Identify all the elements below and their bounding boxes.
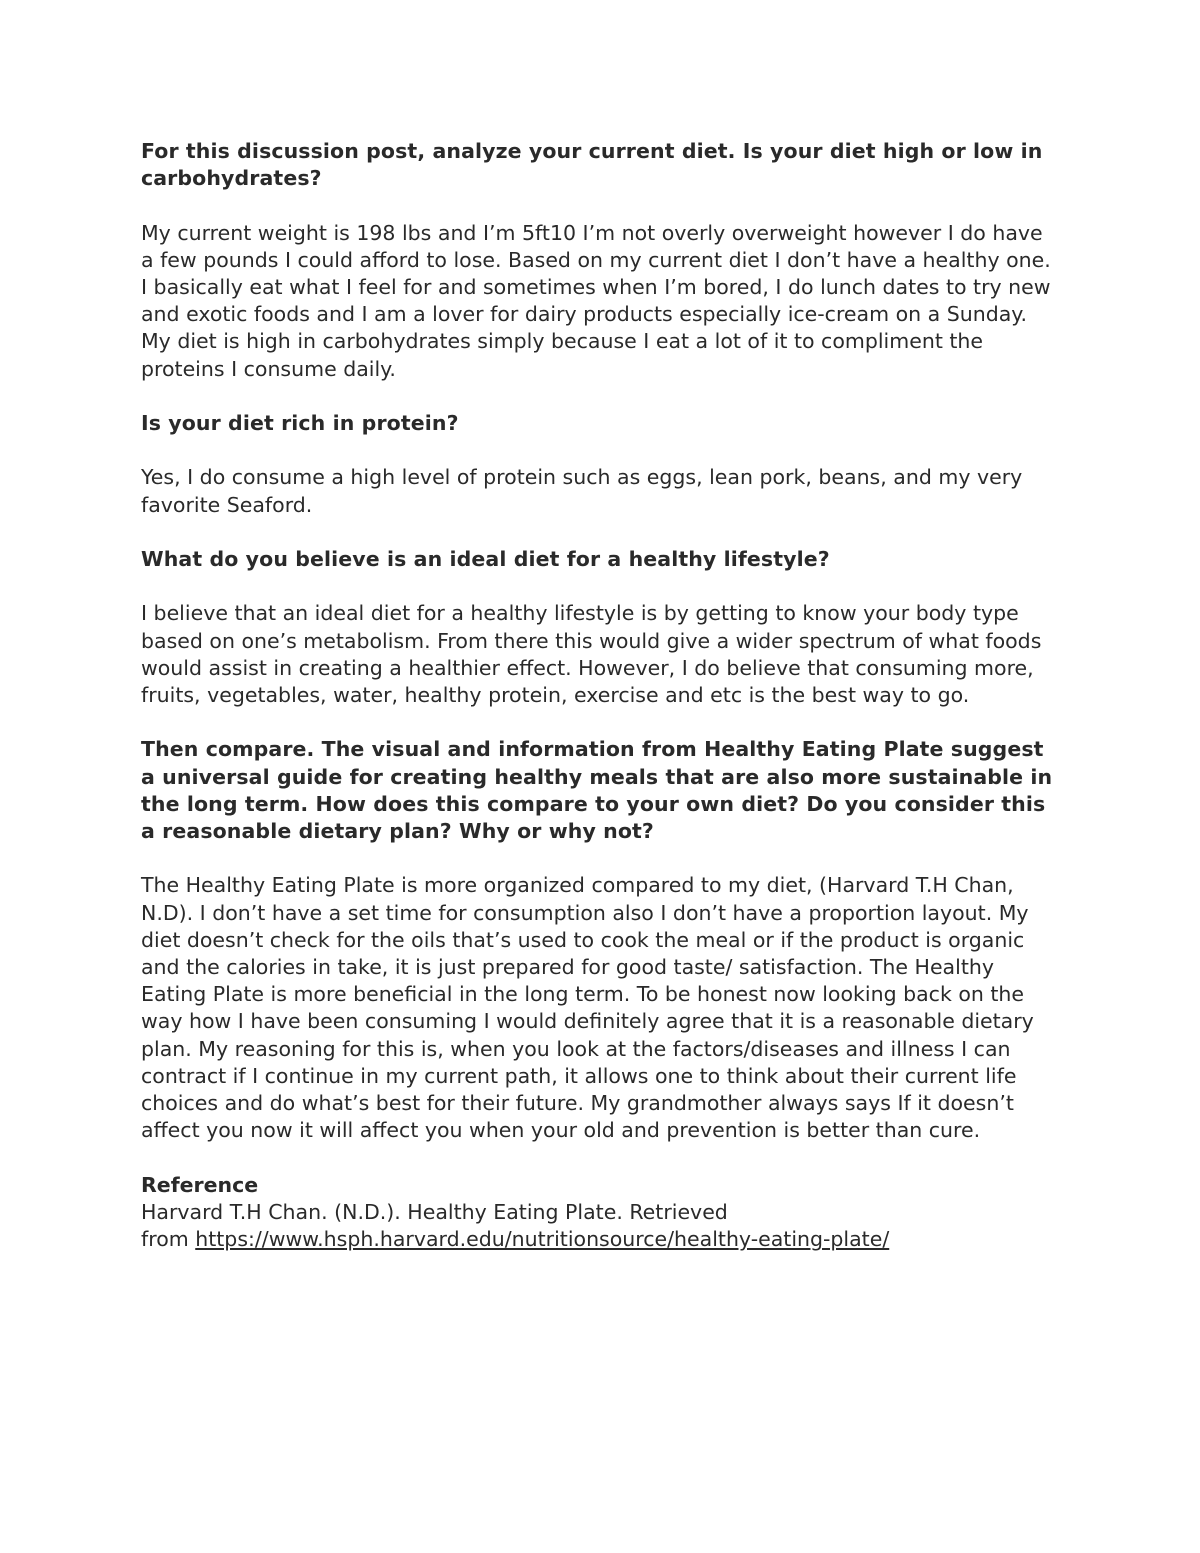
question-heading: Then compare. The visual and information from Healthy Eating Plate suggest a universal guide for creating healthy meals that are also more sustainable in the long term. How does this compare to your own diet? Do you consider this a reasonable dietary plan? Why or why not?: [141, 737, 1053, 843]
answer-paragraph: The Healthy Eating Plate is more organized compared to my diet, (Harvard T.H Chan, N.D). I don’t have a set time for consumption also I don’t have a proportion layout. My diet doesn’t check for the oils that’s used to cook the meal or if the product is organic and the calories in take, it is just prepared for good taste/ satisfaction. The Healthy Eating Plate is more beneficial in the long term. To be honest now looking back on the way how I have been consuming I would definitely agree that it is a reasonable dietary plan. My reasoning for this is, when you look at the factors/diseases and illness I can contract if I continue in my current path, it allows one to think about their current life choices and do what’s best for their future. My grandmother always says If it doesn’t affect you now it will affect you when your old and prevention is better than cure.: [141, 873, 1034, 1143]
answer-paragraph: My current weight is 198 lbs and I’m 5ft10 I’m not overly overweight however I do have a few pounds I could afford to lose. Based on my current diet I don’t have a healthy one. I basically eat what I feel for and sometimes when I’m bored, I do lunch dates to try new and exotic foods and I am a lover for dairy products especially ice-cream on a Sunday. My diet is high in carbohydrates simply because I eat a lot of it to compliment the proteins I consume daily.: [141, 220, 1051, 381]
document-page: [141, 138, 1061, 1253]
answer-paragraph: Yes, I do consume a high level of protein such as eggs, lean pork, beans, and my very favorite Seaford.: [141, 465, 1023, 517]
reference-citation: Harvard T.H Chan. (N.D.). Healthy Eating Plate. Retrieved: [141, 1199, 728, 1224]
reference-link[interactable]: https://www.hsph.harvard.edu/nutritionsource/healthy-eating-plate/: [195, 1227, 890, 1251]
answer-paragraph: I believe that an ideal diet for a healthy lifestyle is by getting to know your body type based on one’s metabolism. From there this would give a wider spectrum of what foods would assist in creating a healthier effect. However, I do believe that consuming more, fruits, vegetables, water, healthy protein, exercise and etc is the best way to go.: [141, 601, 1042, 707]
reference-from-label: from: [141, 1227, 196, 1251]
question-heading: What do you believe is an ideal diet for a healthy lifestyle?: [141, 546, 830, 571]
reference-url-line: [141, 1226, 1061, 1253]
reference-heading: Reference: [141, 1172, 259, 1197]
question-heading: For this discussion post, analyze your current diet. Is your diet high or low in carbohydrates?: [141, 139, 1043, 191]
question-heading: Is your diet rich in protein?: [141, 411, 459, 435]
